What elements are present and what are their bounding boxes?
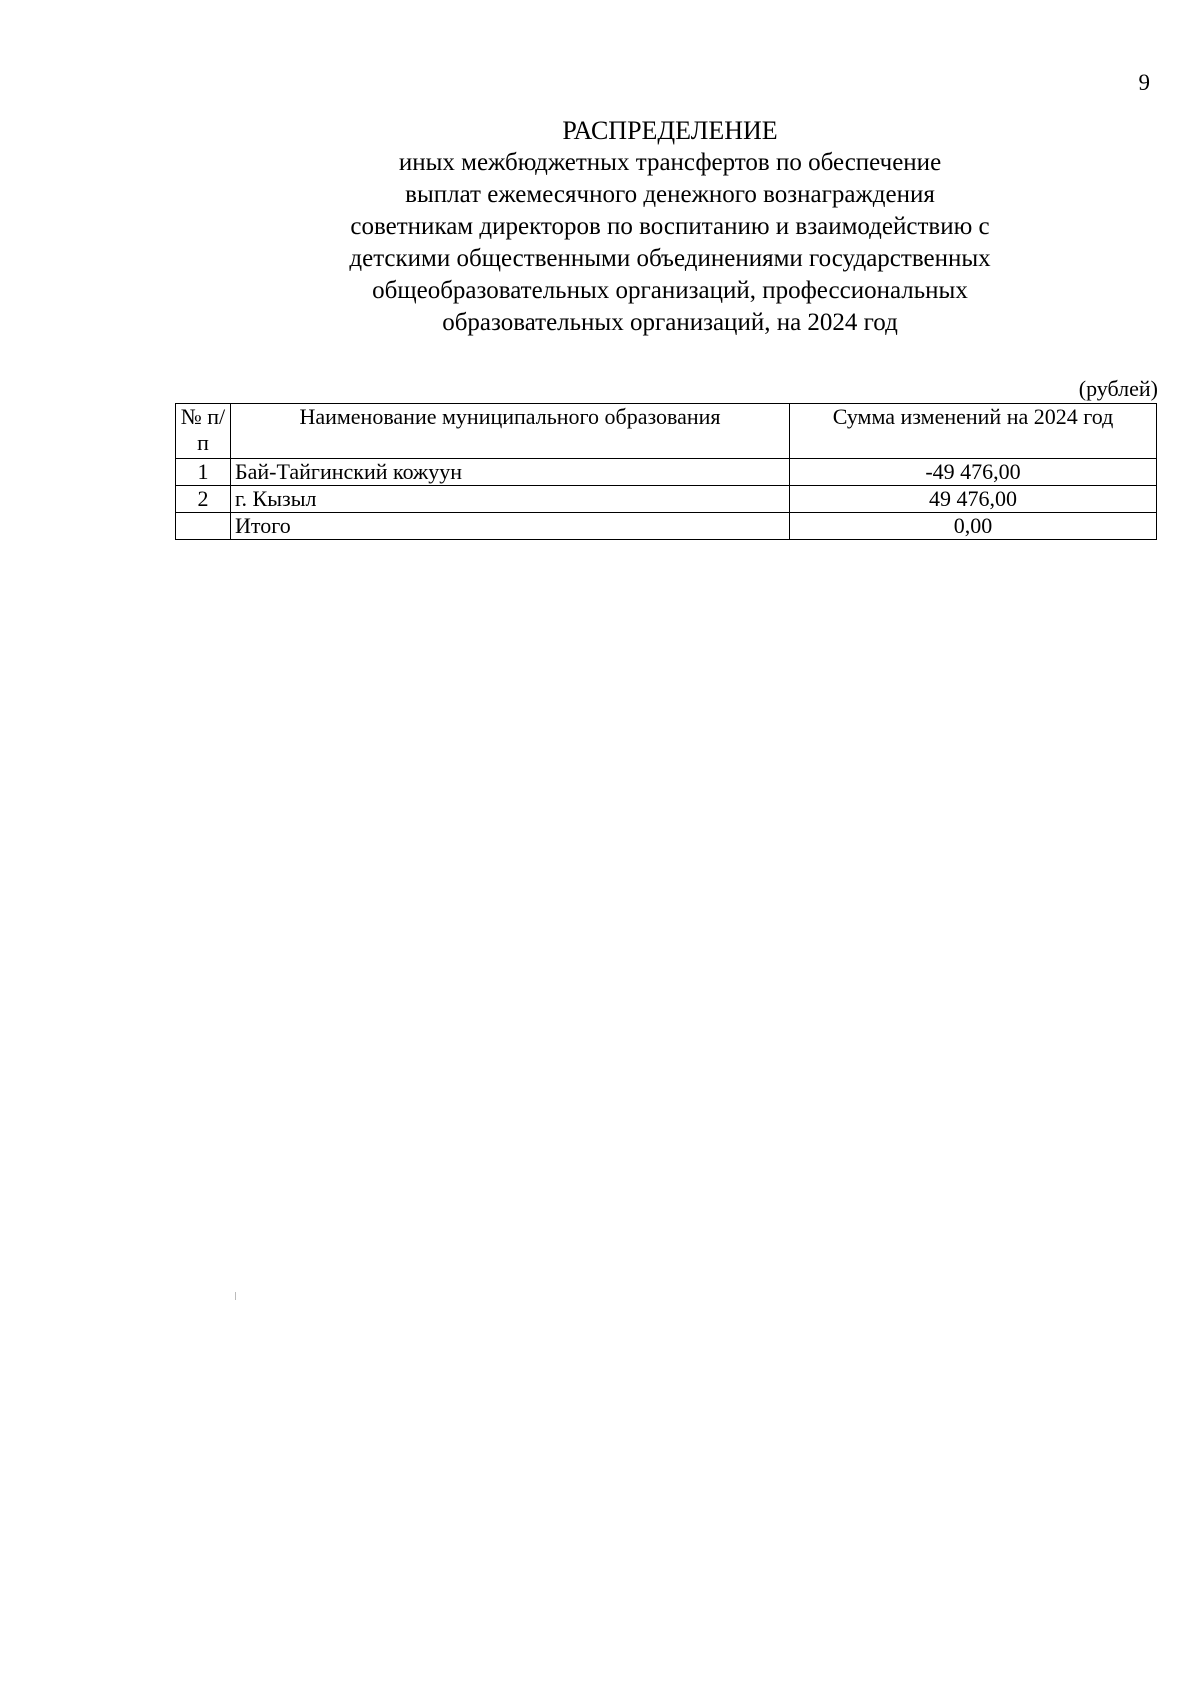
page-number: 9 — [1138, 70, 1150, 95]
units-label: (рублей) — [1078, 376, 1158, 401]
row-sum: 0,00 — [790, 513, 1157, 540]
document-title — [250, 115, 1090, 339]
row-sum: -49 476,00 — [790, 459, 1157, 486]
header-name: Наименование муниципального образования — [231, 404, 790, 459]
row-name: г. Кызыл — [231, 486, 790, 513]
row-name: Бай-Тайгинский кожуун — [231, 459, 790, 486]
header-num: № п/п — [176, 404, 231, 459]
title-line: советникам директоров по воспитанию и взаимодействию с — [350, 213, 990, 240]
title-line: общеобразовательных организаций, профессиональных — [372, 277, 968, 304]
title-line: выплат ежемесячного денежного вознаграждения — [405, 181, 935, 208]
scan-artifact — [235, 1292, 236, 1300]
row-sum: 49 476,00 — [790, 486, 1157, 513]
row-num: 2 — [176, 486, 231, 513]
table-row — [176, 486, 1157, 513]
title-line: детскими общественными объединениями государственных — [349, 245, 991, 272]
title-main: РАСПРЕДЕЛЕНИЕ — [562, 116, 778, 145]
distribution-table — [175, 403, 1157, 540]
row-name: Итого — [231, 513, 790, 540]
title-line: образовательных организаций, на 2024 год — [442, 309, 898, 336]
row-num — [176, 513, 231, 540]
title-line: иных межбюджетных трансфертов по обеспечение — [398, 149, 942, 176]
row-num: 1 — [176, 459, 231, 486]
table-row — [176, 459, 1157, 486]
table-total-row — [176, 513, 1157, 540]
table-header-row — [176, 404, 1157, 459]
header-sum: Сумма изменений на 2024 год — [790, 404, 1157, 459]
